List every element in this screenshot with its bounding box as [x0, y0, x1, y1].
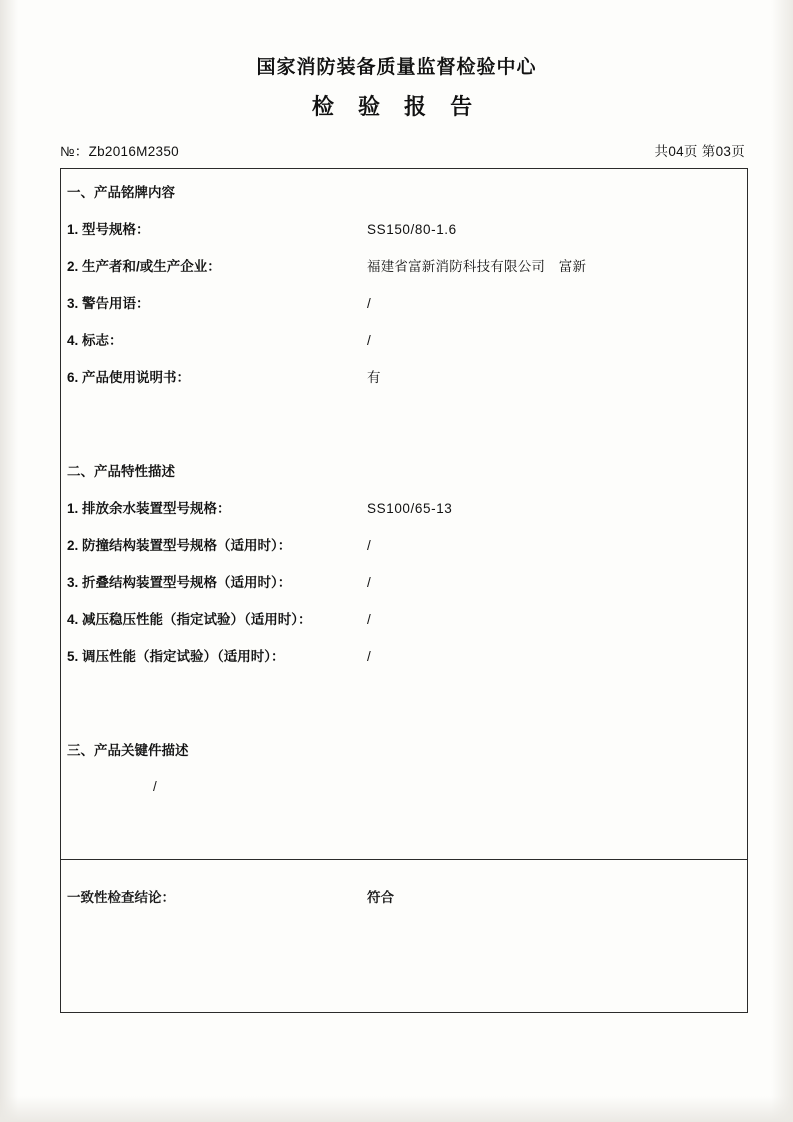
section-title-one: 一、产品铭牌内容: [67, 185, 175, 200]
field-label: 5. 调压性能（指定试验）（适用时）：: [67, 649, 285, 664]
field-label: 4. 减压稳压性能（指定试验）（适用时）：: [67, 612, 312, 627]
section-title-three: 三、产品关键件描述: [67, 743, 189, 758]
conclusion-label: 一致性检查结论：: [67, 890, 175, 905]
field-label: 1. 型号规格：: [67, 222, 150, 237]
report-number: №：Zb2016M2350: [60, 144, 179, 159]
content-body: [61, 169, 747, 860]
field-label: 3. 警告用语：: [67, 296, 150, 311]
field-label: 2. 生产者和/或生产企业：: [67, 259, 221, 274]
field-value: /: [367, 333, 371, 348]
section-divider: [61, 859, 747, 860]
page-count: 共04页 第03页: [654, 144, 745, 159]
field-row: [61, 571, 747, 591]
conclusion-row: [61, 886, 747, 906]
section-title-two: 二、产品特性描述: [67, 464, 175, 479]
field-row: [61, 366, 747, 386]
field-row: [61, 645, 747, 665]
field-value: /: [367, 575, 371, 590]
field-label: 4. 标志：: [67, 333, 123, 348]
field-label: 1. 排放余水装置型号规格：: [67, 501, 231, 516]
section-three-value: /: [153, 779, 157, 794]
field-label: 6. 产品使用说明书：: [67, 370, 191, 385]
field-row: [61, 255, 747, 275]
document-title: 检 验 报 告: [311, 94, 482, 119]
scan-edge-left: [0, 0, 18, 1122]
field-label: 2. 防撞结构装置型号规格（适用时）：: [67, 538, 292, 553]
field-value: 有: [367, 370, 381, 385]
scan-edge-right: [771, 0, 793, 1122]
organization-title: 国家消防装备质量监督检验中心: [256, 57, 537, 78]
conclusion-value: 符合: [367, 890, 394, 905]
field-value: 福建省富新消防科技有限公司 富新: [367, 259, 587, 274]
field-value: /: [367, 649, 371, 664]
field-row: [61, 292, 747, 312]
field-value: /: [367, 296, 371, 311]
field-row: [61, 218, 747, 238]
field-row: [61, 534, 747, 554]
field-value: /: [367, 538, 371, 553]
field-value: SS150/80-1.6: [367, 222, 457, 237]
field-row: [61, 329, 747, 349]
content-frame: [60, 168, 748, 1013]
document-meta: [60, 140, 745, 160]
field-value: SS100/65-13: [367, 501, 453, 516]
field-row: [61, 497, 747, 517]
scan-edge-bottom: [0, 1096, 793, 1122]
field-label: 3. 折叠结构装置型号规格（适用时）：: [67, 575, 292, 590]
field-value: /: [367, 612, 371, 627]
document-header: [0, 52, 793, 121]
field-row: [61, 608, 747, 628]
